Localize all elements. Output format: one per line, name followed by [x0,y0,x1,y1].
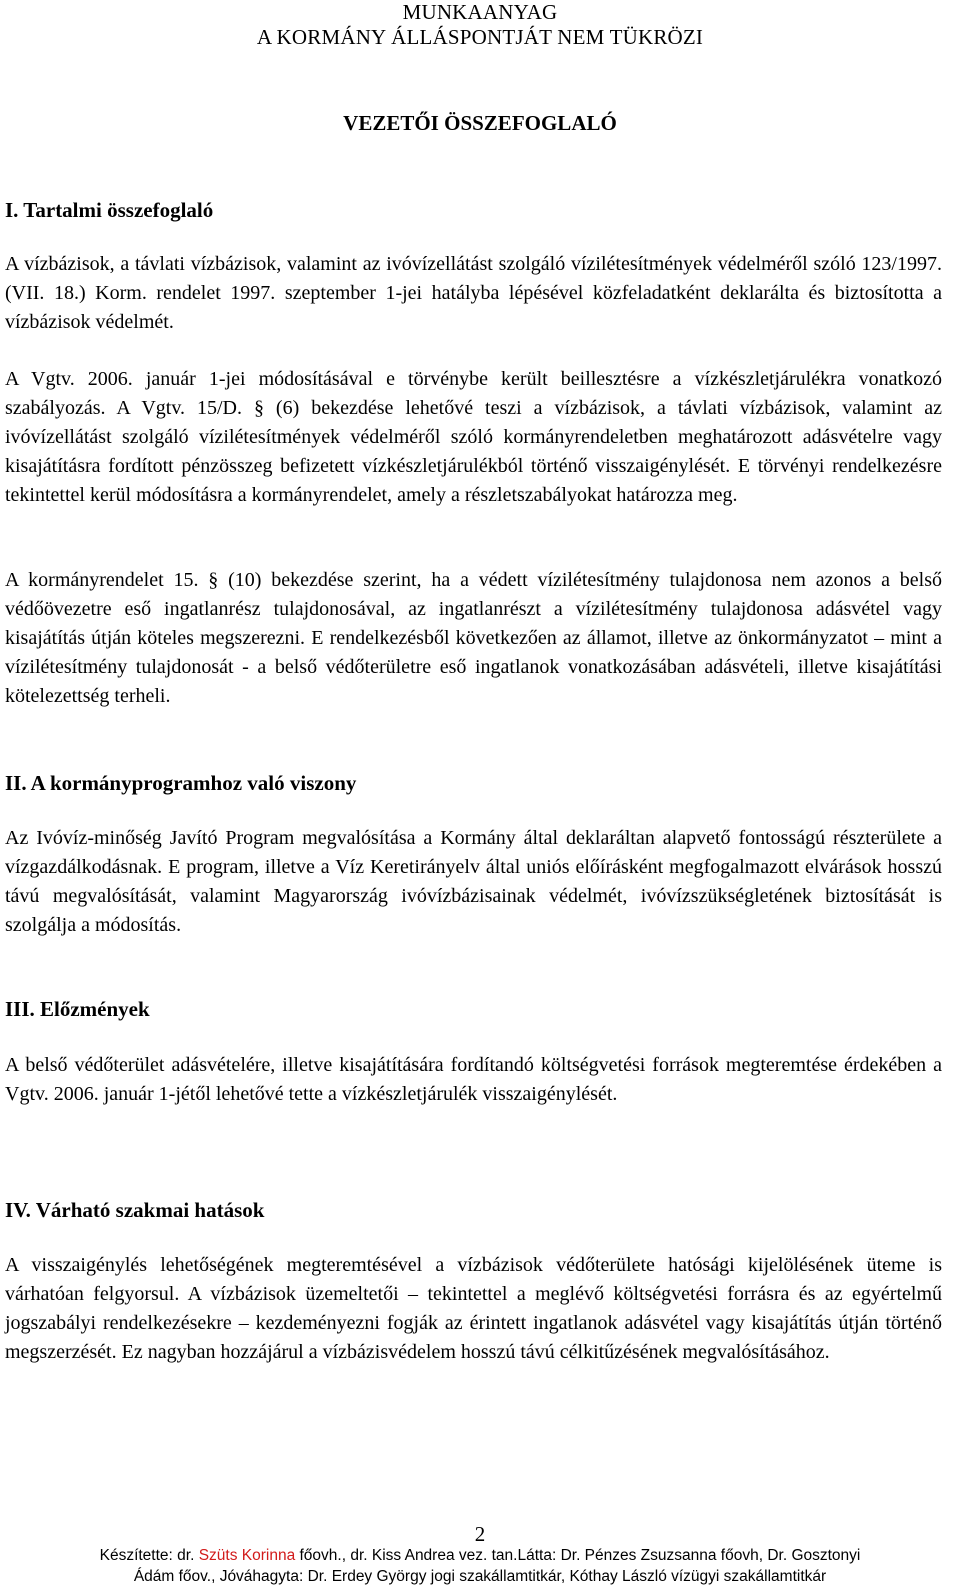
section-heading-ii: II. A kormányprogramhoz való viszony [5,771,357,795]
section-heading-iv: IV. Várható szakmai hatások [5,1198,265,1222]
footer-line-2: Ádám főov., Jóváhagyta: Dr. Erdey György jogi szakállamtitkár, Kóthay László vízügyi szakállamtitkár [133,1568,827,1585]
section-heading-iii: III. Előzmények [5,997,150,1021]
section-ii-paragraph-1: Az Ivóvíz-minőség Javító Program megvalósítása a Kormány által deklaráltan alapvető fontosságú részterülete a vízgazdálkodásnak. E program, illetve a Víz Keretirányelv által uniós előírásként megfogalmazott elvárások hosszú távú megvalósítását, valamint Magyarország ivóvízbázisainak védelmét, ivóvízszükségletének biztosítását is szolgálja a módosítás. [5,827,942,936]
page-number: 2 [474,1522,486,1546]
section-heading-i: I. Tartalmi összefoglaló [5,198,214,222]
section-i-paragraph-1: A vízbázisok, a távlati vízbázisok, valamint az ivóvízellátást szolgáló vízilétesítmények védelméről szóló 123/1997. (VII. 18.) Korm. rendelet 1997. szeptember 1-jei hatályba lépésével közfeladatként deklarálta és biztosította a vízbázisok védelmét. [5,253,942,333]
section-iii-paragraph-1: A belső védőterület adásvételére, illetve kisajátítására fordítandó költségvetési források megteremtése érdekében a Vgtv. 2006. január 1-jétől lehetővé tette a vízkészletjárulék visszaigénylését. [5,1054,942,1105]
section-i-paragraph-3: A kormányrendelet 15. § (10) bekezdése szerint, ha a védett vízilétesítmény tulajdonosa nem azonos a belső védőövezetre eső ingatlanrész tulajdonosával, az ingatlanrészt a vízilétesítmény tulajdonosa adásvétel vagy kisajátítás útján köteles megszerezni. E rendelkezésből következően az államot, illetve az önkormányzatot – mint a vízilétesítmény tulajdonosát - a belső védőterületre eső ingatlanok vonatkozásában adásvételi, illetve kisajátítási kötelezettség terheli. [5,569,942,707]
draft-notice: MUNKAANYAG [402,0,558,24]
document-title: VEZETŐI ÖSSZEFOGLALÓ [343,111,617,135]
draft-disclaimer: A KORMÁNY ÁLLÁSPONTJÁT NEM TÜKRÖZI [256,25,704,49]
section-i-paragraph-2: A Vgtv. 2006. január 1-jei módosításával e törvénybe került beillesztésre a vízkészletjárulékra vonatkozó szabályozás. A Vgtv. 15/D. § (6) bekezdése lehetővé teszi a vízbázisok, a távlati vízbázisok, valamint az ivóvízellátást szolgáló vízilétesítmények védelméről szóló kormányrendeletben meghatározott adásvételre vagy kisajátításra fordított pénzösszeg befizetett vízkészletjárulékból történő visszaigénylését. E törvényi rendelkezésre tekintettel kerül módosításra a kormányrendelet, amely a részletszabályokat határozza meg. [5,368,942,506]
footer-author-highlight: Szüts Korinna [198,1547,296,1564]
footer-rest: főovh., dr. Kiss Andrea vez. tan.Látta: Dr. Pénzes Zsuzsanna főovh, Dr. Gosztonyi [295,1547,861,1564]
footer-line-1 [0,1546,960,1566]
footer-prefix: Készítette: dr. [99,1547,199,1564]
section-iv-paragraph-1: A visszaigénylés lehetőségének megteremtésével a vízbázisok védőterülete hatósági kijelölésének üteme is várhatóan felgyorsul. A vízbázisok üzemeltetői – tekintettel a meglévő költségvetési forrásra és az egyértelmű jogszabályi rendelkezésekre – kezdeményezni fogják az érintett ingatlanok adásvétel vagy kisajátítás útján történő megszerzését. Ez nagyban hozzájárul a vízbázisvédelem hosszú távú célkitűzésének megvalósításához. [5,1254,942,1363]
